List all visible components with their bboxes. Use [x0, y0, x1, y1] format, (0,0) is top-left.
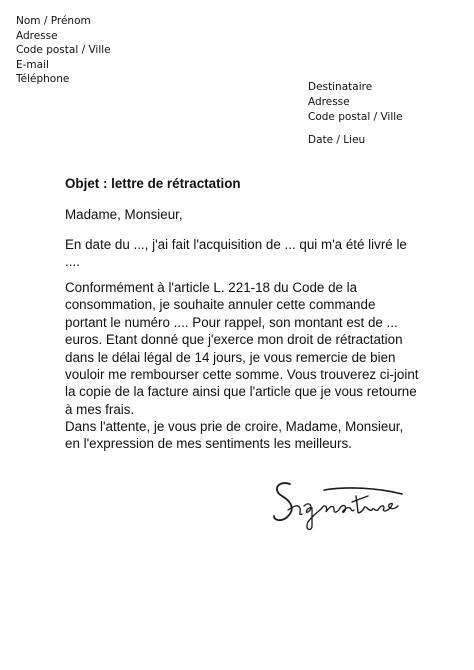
letter-salutation: Madame, Monsieur,: [65, 207, 183, 222]
paragraph-purchase: [65, 236, 407, 271]
paragraph-line: euros. Etant donné que j'exerce mon droit de rétractation: [65, 332, 403, 348]
sender-block: [16, 14, 111, 87]
sender-name: Nom / Prénom: [16, 15, 91, 27]
sender-address: Adresse: [16, 29, 58, 42]
paragraph-withdrawal: [65, 279, 419, 418]
paragraph-line: la copie de la facture ainsi que l'article que je vous retourne: [65, 384, 417, 400]
paragraph-line: vouloir me rembourser cette somme. Vous trouverez ci-joint: [65, 367, 419, 383]
paragraph-line: consommation, je souhaite annuler cette commande: [65, 297, 376, 313]
paragraph-line: à mes frais.: [65, 401, 135, 417]
letter-subject: Objet : lettre de rétractation: [65, 176, 241, 191]
recipient-name: Destinataire: [308, 81, 373, 93]
paragraph-line: en l'expression de mes sentiments les meilleurs.: [65, 436, 352, 452]
sender-postal-city: Code postal / Ville: [16, 44, 111, 57]
sender-email: E-mail: [16, 58, 49, 71]
paragraph-line: Dans l'attente, je vous prie de croire, Madame, Monsieur,: [65, 419, 404, 434]
paragraph-line: ....: [65, 254, 80, 270]
paragraph-closing: [65, 418, 404, 453]
recipient-address: Adresse: [308, 96, 350, 109]
paragraph-line: portant le numéro .... Pour rappel, son montant est de ...: [65, 314, 398, 330]
sender-phone: Téléphone: [16, 73, 70, 86]
handwritten-signature: [268, 466, 408, 534]
paragraph-line: dans le délai légal de 14 jours, je vous remercie de bien: [65, 349, 396, 365]
recipient-postal-city: Code postal / Ville: [308, 111, 403, 124]
recipient-block: [308, 80, 403, 126]
date-place: Date / Lieu: [308, 134, 366, 146]
paragraph-line: En date du ..., j'ai fait l'acquisition de ... qui m'a été livré le: [65, 237, 407, 252]
paragraph-line: Conformément à l'article L. 221-18 du Code de la: [65, 280, 358, 295]
